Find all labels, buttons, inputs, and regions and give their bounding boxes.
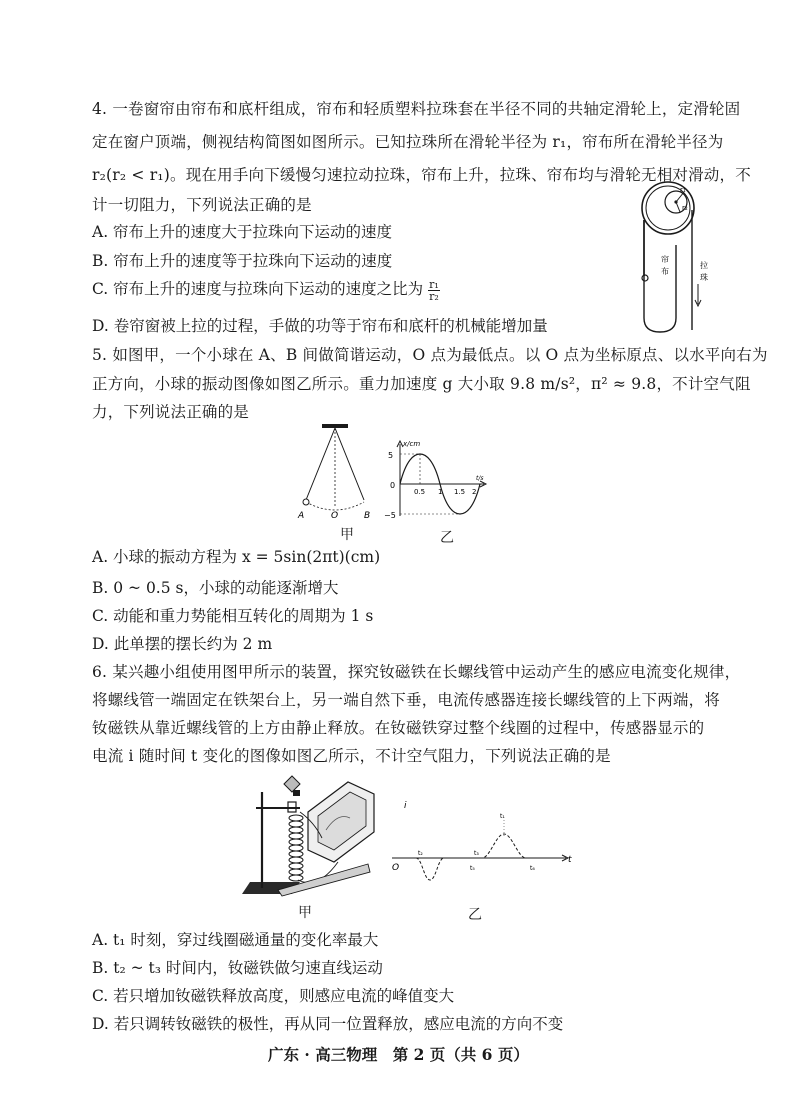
q6-line-2: 将螺线管一端固定在铁架台上，另一端自然下垂，电流传感器连接长螺线管的上下两端，将 (92, 691, 721, 709)
q5-origin: 0 (390, 481, 396, 490)
q4-line-1: 4. 一卷窗帘由帘布和底杆组成，帘布和轻质塑料拉珠套在半径不同的共轴定滑轮上，定滑轮固 (92, 100, 741, 118)
q4-line-3: r₂(r₂ < r₁)。现在用手向下缓慢匀速拉动拉珠，帘布上升，拉珠、帘布均与滑轮无相对滑动，不 (92, 166, 751, 184)
q4-pull-label-2: 珠 (700, 273, 708, 282)
q6-apparatus-figure (238, 772, 378, 900)
q4-pulley-figure (636, 180, 716, 340)
q5-xlabel: t/s (476, 475, 484, 482)
q4-line-4: 计一切阻力，下列说法正确的是 (92, 196, 312, 214)
q6-line-4: 电流 i 随时间 t 变化的图像如图乙所示，不计空气阻力，下列说法正确的是 (92, 747, 611, 765)
q6-label-t5: t₅ (470, 865, 475, 872)
q5-tick-1: 1 (438, 488, 443, 496)
q5-ylabel: x/cm (403, 440, 421, 448)
q5-line-1: 5. 如图甲，一个小球在 A、B 间做简谐运动，O 点为最低点。以 O 点为坐标原点、以水平向右为 (92, 346, 768, 364)
q5-option-b[interactable]: B. 0 ~ 0.5 s，小球的动能逐渐增大 (92, 579, 339, 597)
q6-axis-i: i (404, 801, 407, 811)
hand-icon (284, 776, 300, 792)
pendulum-ball-icon (303, 499, 309, 505)
q5-tick-neg5: −5 (384, 511, 396, 520)
q4-option-c-numerator: r₁ (429, 277, 439, 291)
q5-point-b: B (364, 511, 371, 521)
q5-tick-1-5: 1.5 (454, 488, 466, 496)
q6-line-3: 钕磁铁从靠近螺线管的上方由静止释放。在钕磁铁穿过整个线圈的过程中，传感器显示的 (92, 719, 705, 737)
q4-pull-label-1: 拉 (700, 261, 708, 270)
q5-point-a: A (298, 511, 305, 521)
q6-label-t1: t₁ (500, 813, 505, 820)
q5-caption-a: 甲 (340, 527, 354, 543)
q4-cloth-label-1: 帘 (661, 255, 669, 264)
q6-caption-a: 甲 (298, 905, 312, 921)
page-footer: 广东 · 高三物理 第 2 页（共 6 页） (268, 1045, 529, 1064)
q5-option-d[interactable]: D. 此单摆的摆长约为 2 m (92, 635, 273, 653)
q6-label-t3: t₃ (474, 850, 479, 857)
q4-option-c[interactable] (92, 278, 440, 302)
q4-r2-label: r₂ (682, 204, 688, 212)
q5-tick-0-5: 0.5 (414, 488, 426, 496)
bead-icon (642, 275, 648, 281)
q6-current-graph (386, 790, 576, 890)
q5-point-o: O (331, 511, 339, 521)
q5-option-a[interactable]: A. 小球的振动方程为 x = 5sin(2πt)(cm) (92, 548, 381, 566)
q6-option-d[interactable]: D. 若只调转钕磁铁的极性，再从同一位置释放，感应电流的方向不变 (92, 1015, 564, 1033)
q5-line-2: 正方向，小球的振动图像如图乙所示。重力加速度 g 大小取 9.8 m/s²，π² ≈ 9.8，不计空气阻 (92, 375, 751, 393)
q6-caption-b: 乙 (468, 907, 482, 923)
q4-option-c-denominator: r₂ (429, 289, 439, 303)
q5-caption-b: 乙 (440, 530, 454, 546)
pendulum-support-icon (322, 424, 348, 428)
q5-tick-5: 5 (388, 451, 394, 460)
solenoid-coil-icon (289, 815, 303, 881)
q5-line-3: 力，下列说法正确的是 (92, 403, 250, 421)
q5-vibration-graph (380, 438, 490, 522)
q5-option-c[interactable]: C. 动能和重力势能相互转化的周期为 1 s (92, 607, 374, 625)
magnet-icon (293, 790, 300, 796)
q6-option-b[interactable]: B. t₂ ~ t₃ 时间内，钕磁铁做匀速直线运动 (92, 959, 383, 977)
q4-r1-label: r₁ (680, 186, 686, 194)
induced-current-curve (416, 834, 526, 880)
q6-line-1: 6. 某兴趣小组使用图甲所示的装置，探究钕磁铁在长螺线管中运动产生的感应电流变化规律， (92, 663, 741, 681)
q4-option-b[interactable]: B. 帘布上升的速度等于拉珠向下运动的速度 (92, 252, 393, 270)
q6-label-t2: t₂ (418, 850, 423, 857)
q4-option-c-text: C. 帘布上升的速度与拉珠向下运动的速度之比为 (92, 280, 424, 298)
q4-cloth-label-2: 布 (661, 267, 669, 276)
q6-label-t6: t₆ (530, 865, 535, 872)
q5-tick-2: 2 (472, 488, 477, 496)
q6-option-c[interactable]: C. 若只增加钕磁铁释放高度，则感应电流的峰值变大 (92, 987, 455, 1005)
q6-axis-t: t (568, 855, 572, 865)
q4-option-c-fraction (428, 279, 440, 302)
q4-option-d[interactable]: D. 卷帘窗被上拉的过程，手做的功等于帘布和底杆的机械能增加量 (92, 317, 548, 335)
q6-option-a[interactable]: A. t₁ 时刻，穿过线圈磁通量的变化率最大 (92, 931, 379, 949)
q5-pendulum-figure (290, 420, 380, 540)
q4-option-a[interactable]: A. 帘布上升的速度大于拉珠向下运动的速度 (92, 223, 393, 241)
q4-line-2: 定在窗户顶端，侧视结构简图如图所示。已知拉珠所在滑轮半径为 r₁，帘布所在滑轮半径为 (92, 133, 724, 151)
q6-origin: O (392, 863, 400, 873)
